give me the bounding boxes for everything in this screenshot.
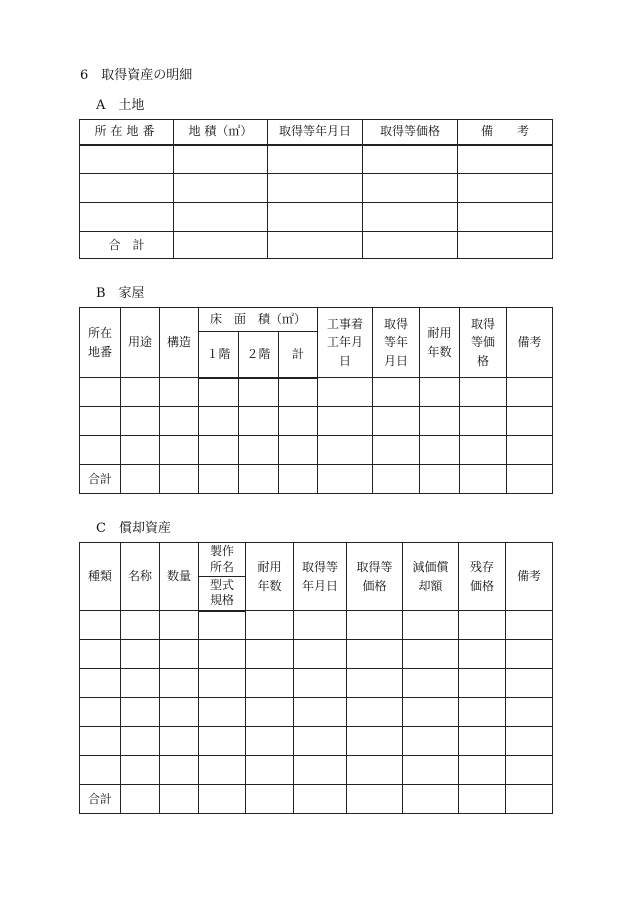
table-cell[interactable] bbox=[279, 407, 318, 436]
table-cell[interactable] bbox=[460, 436, 507, 465]
table-cell[interactable] bbox=[363, 174, 458, 203]
table-cell[interactable] bbox=[160, 669, 199, 698]
table-cell[interactable] bbox=[403, 611, 459, 640]
table-cell[interactable] bbox=[80, 756, 121, 785]
table-cell[interactable] bbox=[507, 436, 553, 465]
land-header-remarks: 備 考 bbox=[458, 120, 553, 145]
table-cell[interactable] bbox=[268, 174, 363, 203]
table-row bbox=[80, 145, 553, 174]
depreciable-header-quantity: 数量 bbox=[160, 543, 199, 611]
table-cell[interactable] bbox=[403, 756, 459, 785]
table-cell[interactable] bbox=[506, 611, 553, 640]
table-cell[interactable] bbox=[121, 378, 160, 407]
table-cell[interactable] bbox=[121, 465, 160, 494]
table-cell[interactable] bbox=[199, 727, 246, 756]
land-table bbox=[79, 119, 553, 259]
table-cell[interactable] bbox=[239, 436, 279, 465]
table-cell[interactable] bbox=[199, 640, 246, 669]
table-cell[interactable] bbox=[199, 378, 239, 407]
building-header-construction-date: 工事着 工年月 日 bbox=[318, 308, 373, 378]
table-cell[interactable] bbox=[294, 727, 347, 756]
table-cell[interactable] bbox=[460, 465, 507, 494]
building-header-remarks: 備考 bbox=[507, 308, 553, 378]
table-cell[interactable] bbox=[160, 465, 199, 494]
table-cell[interactable] bbox=[174, 145, 268, 174]
building-header-row-1 bbox=[80, 308, 553, 332]
table-row bbox=[80, 203, 553, 232]
table-cell[interactable] bbox=[121, 785, 160, 814]
table-cell[interactable] bbox=[420, 465, 460, 494]
table-cell[interactable] bbox=[199, 756, 246, 785]
table-cell[interactable] bbox=[174, 232, 268, 259]
table-cell[interactable] bbox=[199, 611, 246, 640]
table-cell[interactable] bbox=[246, 785, 294, 814]
building-table bbox=[79, 307, 553, 494]
table-cell[interactable] bbox=[459, 611, 506, 640]
table-cell[interactable] bbox=[347, 727, 403, 756]
table-cell[interactable] bbox=[160, 436, 199, 465]
building-section-title: B 家屋 bbox=[96, 286, 145, 301]
table-cell[interactable] bbox=[294, 640, 347, 669]
table-cell[interactable] bbox=[403, 785, 459, 814]
table-cell[interactable] bbox=[347, 785, 403, 814]
building-header-floor-area: 床 面 積（㎡） bbox=[199, 308, 318, 332]
depreciable-header-remarks: 備考 bbox=[506, 543, 553, 611]
table-cell[interactable] bbox=[160, 756, 199, 785]
table-cell[interactable] bbox=[347, 611, 403, 640]
table-cell[interactable] bbox=[199, 465, 239, 494]
depreciable-header-residual-value: 残存 価格 bbox=[459, 543, 506, 611]
table-cell[interactable] bbox=[121, 698, 160, 727]
table-cell[interactable] bbox=[403, 669, 459, 698]
table-row bbox=[80, 407, 553, 436]
table-cell[interactable] bbox=[80, 203, 174, 232]
table-row bbox=[80, 611, 553, 640]
depreciable-header-manufacturer: 製作 所名 bbox=[199, 543, 246, 577]
table-cell[interactable] bbox=[458, 203, 553, 232]
land-header-area: 地 積（㎡） bbox=[174, 120, 268, 145]
depreciable-section-title: C 償却資産 bbox=[96, 521, 171, 536]
land-total-label: 合 計 bbox=[80, 232, 174, 259]
table-row bbox=[80, 640, 553, 669]
depreciable-table bbox=[79, 542, 553, 814]
table-cell[interactable] bbox=[403, 698, 459, 727]
table-cell[interactable] bbox=[239, 465, 279, 494]
table-cell[interactable] bbox=[506, 669, 553, 698]
depreciable-header-acq-date: 取得等 年月日 bbox=[294, 543, 347, 611]
depreciable-header-type: 種類 bbox=[80, 543, 121, 611]
building-header-floor-total: 計 bbox=[279, 332, 318, 378]
table-cell[interactable] bbox=[80, 145, 174, 174]
table-cell[interactable] bbox=[246, 611, 294, 640]
table-row bbox=[80, 698, 553, 727]
depreciable-header-row-1 bbox=[80, 543, 553, 577]
table-cell[interactable] bbox=[279, 465, 318, 494]
table-cell[interactable] bbox=[363, 232, 458, 259]
table-cell[interactable] bbox=[363, 203, 458, 232]
table-row bbox=[80, 727, 553, 756]
building-header-floor1: １階 bbox=[199, 332, 239, 378]
table-row bbox=[80, 756, 553, 785]
table-cell[interactable] bbox=[294, 669, 347, 698]
land-section-title: A 土地 bbox=[96, 98, 145, 113]
table-cell[interactable] bbox=[459, 785, 506, 814]
land-total-row bbox=[80, 232, 553, 259]
table-cell[interactable] bbox=[459, 756, 506, 785]
table-cell[interactable] bbox=[160, 640, 199, 669]
table-cell[interactable] bbox=[420, 378, 460, 407]
depreciable-header-name: 名称 bbox=[121, 543, 160, 611]
table-cell[interactable] bbox=[80, 698, 121, 727]
depreciable-header-acq-price: 取得等 価格 bbox=[347, 543, 403, 611]
table-cell[interactable] bbox=[80, 407, 121, 436]
table-cell[interactable] bbox=[174, 203, 268, 232]
table-cell[interactable] bbox=[160, 698, 199, 727]
table-cell[interactable] bbox=[80, 640, 121, 669]
table-cell[interactable] bbox=[373, 378, 420, 407]
table-cell[interactable] bbox=[239, 407, 279, 436]
table-cell[interactable] bbox=[318, 465, 373, 494]
land-header-location: 所在地番 bbox=[80, 120, 174, 145]
table-cell[interactable] bbox=[460, 407, 507, 436]
land-header-acq-date: 取得等年月日 bbox=[268, 120, 363, 145]
table-cell[interactable] bbox=[246, 727, 294, 756]
table-cell[interactable] bbox=[347, 698, 403, 727]
table-cell[interactable] bbox=[160, 378, 199, 407]
building-header-acq-price: 取得 等価 格 bbox=[460, 308, 507, 378]
table-cell[interactable] bbox=[199, 407, 239, 436]
table-cell[interactable] bbox=[199, 698, 246, 727]
table-cell[interactable] bbox=[246, 640, 294, 669]
table-cell[interactable] bbox=[459, 640, 506, 669]
table-cell[interactable] bbox=[506, 727, 553, 756]
table-cell[interactable] bbox=[121, 436, 160, 465]
table-cell[interactable] bbox=[294, 785, 347, 814]
table-cell[interactable] bbox=[121, 669, 160, 698]
table-cell[interactable] bbox=[506, 785, 553, 814]
table-cell[interactable] bbox=[279, 378, 318, 407]
table-cell[interactable] bbox=[459, 727, 506, 756]
table-cell[interactable] bbox=[403, 727, 459, 756]
table-cell[interactable] bbox=[347, 756, 403, 785]
table-cell[interactable] bbox=[80, 436, 121, 465]
building-total-row bbox=[80, 465, 553, 494]
table-cell[interactable] bbox=[160, 407, 199, 436]
table-cell[interactable] bbox=[246, 669, 294, 698]
table-cell[interactable] bbox=[80, 727, 121, 756]
table-cell[interactable] bbox=[160, 785, 199, 814]
table-cell[interactable] bbox=[121, 407, 160, 436]
table-cell[interactable] bbox=[121, 640, 160, 669]
table-cell[interactable] bbox=[121, 756, 160, 785]
table-cell[interactable] bbox=[121, 727, 160, 756]
table-cell[interactable] bbox=[458, 232, 553, 259]
building-header-acq-date: 取得 等年 月日 bbox=[373, 308, 420, 378]
depreciable-total-row bbox=[80, 785, 553, 814]
table-cell[interactable] bbox=[460, 378, 507, 407]
table-row bbox=[80, 669, 553, 698]
table-cell[interactable] bbox=[199, 436, 239, 465]
table-cell[interactable] bbox=[160, 727, 199, 756]
table-cell[interactable] bbox=[507, 407, 553, 436]
table-cell[interactable] bbox=[268, 203, 363, 232]
building-total-label: 合計 bbox=[80, 465, 121, 494]
table-cell[interactable] bbox=[239, 378, 279, 407]
building-header-useful-life: 耐用 年数 bbox=[420, 308, 460, 378]
table-cell[interactable] bbox=[199, 669, 246, 698]
table-cell[interactable] bbox=[268, 145, 363, 174]
table-cell[interactable] bbox=[199, 785, 246, 814]
depreciable-total-label: 合計 bbox=[80, 785, 121, 814]
table-cell[interactable] bbox=[294, 756, 347, 785]
table-cell[interactable] bbox=[318, 378, 373, 407]
section-title: 6 取得資産の明細 bbox=[80, 68, 193, 83]
table-cell[interactable] bbox=[246, 698, 294, 727]
table-cell[interactable] bbox=[318, 407, 373, 436]
table-row bbox=[80, 378, 553, 407]
table-cell[interactable] bbox=[403, 640, 459, 669]
table-cell[interactable] bbox=[507, 378, 553, 407]
table-cell[interactable] bbox=[363, 145, 458, 174]
table-cell[interactable] bbox=[458, 145, 553, 174]
land-header-row bbox=[80, 120, 553, 145]
depreciable-header-useful-life: 耐用 年数 bbox=[246, 543, 294, 611]
table-cell[interactable] bbox=[458, 174, 553, 203]
table-cell[interactable] bbox=[459, 669, 506, 698]
table-cell[interactable] bbox=[121, 611, 160, 640]
table-cell[interactable] bbox=[506, 640, 553, 669]
table-cell[interactable] bbox=[373, 407, 420, 436]
table-cell[interactable] bbox=[373, 465, 420, 494]
table-cell[interactable] bbox=[506, 756, 553, 785]
table-cell[interactable] bbox=[347, 640, 403, 669]
building-header-use: 用途 bbox=[121, 308, 160, 378]
table-cell[interactable] bbox=[246, 756, 294, 785]
table-cell[interactable] bbox=[294, 698, 347, 727]
land-header-acq-price: 取得等価格 bbox=[363, 120, 458, 145]
table-cell[interactable] bbox=[420, 407, 460, 436]
table-cell[interactable] bbox=[268, 232, 363, 259]
table-cell[interactable] bbox=[80, 174, 174, 203]
building-header-floor2: ２階 bbox=[239, 332, 279, 378]
table-cell[interactable] bbox=[80, 611, 121, 640]
table-cell[interactable] bbox=[507, 465, 553, 494]
table-cell[interactable] bbox=[318, 436, 373, 465]
table-cell[interactable] bbox=[506, 698, 553, 727]
table-cell[interactable] bbox=[160, 611, 199, 640]
building-header-structure: 構造 bbox=[160, 308, 199, 378]
table-cell[interactable] bbox=[80, 378, 121, 407]
depreciable-header-depreciation: 減価償 却額 bbox=[403, 543, 459, 611]
table-cell[interactable] bbox=[459, 698, 506, 727]
table-cell[interactable] bbox=[347, 669, 403, 698]
table-row bbox=[80, 174, 553, 203]
table-cell[interactable] bbox=[420, 436, 460, 465]
table-cell[interactable] bbox=[279, 436, 318, 465]
table-cell[interactable] bbox=[373, 436, 420, 465]
table-cell[interactable] bbox=[174, 174, 268, 203]
table-cell[interactable] bbox=[80, 669, 121, 698]
building-header-location: 所在 地番 bbox=[80, 308, 121, 378]
depreciable-header-model: 型式 規格 bbox=[199, 577, 246, 611]
table-row bbox=[80, 436, 553, 465]
table-cell[interactable] bbox=[294, 611, 347, 640]
